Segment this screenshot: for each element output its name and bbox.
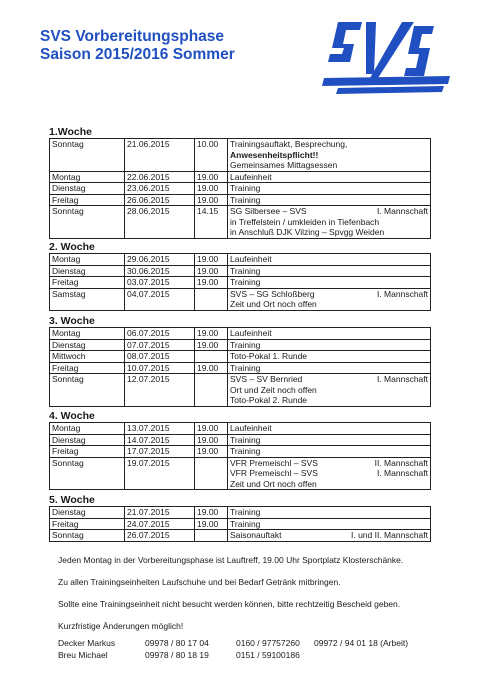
date-cell: 21.07.2015	[125, 507, 195, 519]
table-row	[50, 194, 431, 206]
day-cell: Freitag	[50, 518, 125, 530]
event-cell: Toto-Pokal 1. Runde	[228, 351, 431, 363]
day-cell: Montag	[50, 423, 125, 435]
event-cell: Laufeinheit	[228, 423, 431, 435]
table-row	[50, 374, 431, 407]
time-cell	[195, 351, 228, 363]
table-row	[50, 206, 431, 239]
time-cell: 19.00	[195, 423, 228, 435]
time-cell: 19.00	[195, 362, 228, 374]
event-line	[230, 374, 428, 385]
contact-row	[58, 649, 458, 661]
table-row	[50, 139, 431, 172]
event-line-bold: Anwesenheitspflicht!!	[230, 149, 319, 160]
day-cell: Sonntag	[50, 374, 125, 407]
svs-logo	[318, 18, 454, 98]
date-cell: 04.07.2015	[125, 288, 195, 310]
time-cell: 19.00	[195, 277, 228, 289]
contact-name: Decker Markus	[58, 638, 116, 648]
day-cell: Montag	[50, 328, 125, 340]
time-cell	[195, 457, 228, 490]
event-cell: Training	[228, 507, 431, 519]
date-cell: 21.06.2015	[125, 139, 195, 172]
table-row	[50, 507, 431, 519]
event-line	[230, 468, 428, 479]
event-line: in Treffelstein / umkleiden in Tiefenbach	[230, 216, 380, 227]
event-cell: Laufeinheit	[228, 328, 431, 340]
date-cell: 28.06.2015	[125, 206, 195, 239]
event-cell	[228, 288, 431, 310]
event-line: Gemeinsames Mittagsessen	[230, 160, 338, 170]
date-cell: 30.06.2015	[125, 265, 195, 277]
event-cell: Training	[228, 194, 431, 206]
table-row	[50, 457, 431, 490]
week-1-section	[49, 126, 431, 239]
week-5-table	[49, 506, 431, 542]
event-line: Zeit und Ort noch offen	[230, 478, 317, 489]
table-row	[50, 446, 431, 458]
time-cell: 19.00	[195, 194, 228, 206]
time-cell: 19.00	[195, 171, 228, 183]
note-text: Zu allen Trainingseinheiten Laufschuhe und bei Bedarf Getränk mitbringen.	[58, 577, 341, 587]
match-text: VFR Premeischl – SVS	[230, 468, 318, 478]
date-cell: 22.06.2015	[125, 171, 195, 183]
table-row	[50, 423, 431, 435]
date-cell: 07.07.2015	[125, 339, 195, 351]
date-cell: 26.07.2015	[125, 530, 195, 542]
time-cell: 14.15	[195, 206, 228, 239]
table-row	[50, 530, 431, 542]
document-header	[40, 28, 235, 64]
match-text: Saisonauftakt	[230, 530, 282, 540]
date-cell: 08.07.2015	[125, 351, 195, 363]
table-row	[50, 183, 431, 195]
event-cell	[228, 457, 431, 490]
day-cell: Dienstag	[50, 507, 125, 519]
event-line	[230, 458, 428, 469]
table-row	[50, 328, 431, 340]
week-title: 1.Woche	[49, 126, 92, 138]
day-cell: Montag	[50, 171, 125, 183]
team-label: I. Mannschaft	[376, 468, 428, 478]
week-4-table	[49, 422, 431, 490]
time-cell: 19.00	[195, 183, 228, 195]
title-line-2: Saison 2015/2016 Sommer	[40, 46, 235, 63]
week-5-section	[49, 494, 431, 542]
date-cell: 19.07.2015	[125, 457, 195, 490]
week-2-section	[49, 241, 431, 311]
table-row	[50, 288, 431, 310]
time-cell	[195, 288, 228, 310]
day-cell: Dienstag	[50, 434, 125, 446]
time-cell: 19.00	[195, 507, 228, 519]
table-row	[50, 362, 431, 374]
event-cell	[228, 374, 431, 407]
event-cell: Laufeinheit	[228, 254, 431, 266]
contact-row	[58, 637, 458, 649]
event-cell	[228, 530, 431, 542]
day-cell: Freitag	[50, 362, 125, 374]
team-label: II. Mannschaft	[374, 457, 428, 468]
date-cell: 17.07.2015	[125, 446, 195, 458]
contacts-section	[58, 637, 458, 661]
event-cell: Training	[228, 362, 431, 374]
event-line: Toto-Pokal 2. Runde	[230, 395, 308, 405]
note-text: Kurzfristige Änderungen möglich!	[58, 621, 184, 631]
day-cell: Samstag	[50, 288, 125, 310]
table-row	[50, 254, 431, 266]
event-cell: Laufeinheit	[228, 171, 431, 183]
event-cell: Training	[228, 518, 431, 530]
day-cell: Freitag	[50, 446, 125, 458]
match-text: SVS – SG Schloßberg	[230, 288, 315, 299]
event-cell: Training	[228, 183, 431, 195]
notes-section	[58, 555, 403, 643]
contact-name: Breu Michael	[58, 650, 108, 660]
week-3-table	[49, 327, 431, 407]
date-cell: 06.07.2015	[125, 328, 195, 340]
day-cell: Sonntag	[50, 206, 125, 239]
day-cell: Dienstag	[50, 265, 125, 277]
match-text: SVS – SV Bernried	[230, 374, 303, 384]
day-cell: Sonntag	[50, 530, 125, 542]
table-row	[50, 171, 431, 183]
time-cell: 19.00	[195, 265, 228, 277]
date-cell: 12.07.2015	[125, 374, 195, 407]
event-cell: Training	[228, 277, 431, 289]
time-cell: 19.00	[195, 328, 228, 340]
table-row	[50, 434, 431, 446]
day-cell: Sonntag	[50, 139, 125, 172]
week-title: 2. Woche	[49, 241, 95, 253]
day-cell: Dienstag	[50, 339, 125, 351]
week-4-section	[49, 410, 431, 490]
day-cell: Mittwoch	[50, 351, 125, 363]
event-cell: Training	[228, 434, 431, 446]
event-cell: Training	[228, 265, 431, 277]
contact-mobile: 0151 / 59100186	[236, 650, 300, 660]
contact-work-phone: 09972 / 94 01 18 (Arbeit)	[314, 638, 409, 648]
event-cell: Training	[228, 446, 431, 458]
day-cell: Freitag	[50, 277, 125, 289]
table-row	[50, 277, 431, 289]
time-cell: 10.00	[195, 139, 228, 172]
date-cell: 14.07.2015	[125, 434, 195, 446]
date-cell: 13.07.2015	[125, 423, 195, 435]
title-line-1: SVS Vorbereitungsphase	[40, 28, 225, 45]
day-cell: Sonntag	[50, 457, 125, 490]
date-cell: 26.06.2015	[125, 194, 195, 206]
time-cell	[195, 374, 228, 407]
date-cell: 24.07.2015	[125, 518, 195, 530]
day-cell: Freitag	[50, 194, 125, 206]
event-line: Ort und Zeit noch offen	[230, 384, 317, 395]
event-line: in Anschluß DJK Vilzing – Spvgg Weiden	[230, 227, 385, 237]
event-cell	[228, 206, 431, 239]
contact-phone: 09978 / 80 18 19	[145, 650, 209, 660]
week-2-table	[49, 253, 431, 311]
event-line: Trainingsauftakt, Besprechung,	[230, 139, 348, 149]
date-cell: 03.07.2015	[125, 277, 195, 289]
event-line	[230, 206, 428, 217]
team-label: I. Mannschaft	[376, 374, 428, 384]
note-text: Sollte eine Trainingseinheit nicht besucht werden können, bitte rechtzeitig Bescheid geben.	[58, 599, 401, 609]
team-label: I. Mannschaft	[376, 288, 428, 299]
event-line	[230, 289, 428, 300]
event-line: Zeit und Ort noch offen	[230, 299, 317, 309]
contact-mobile: 0160 / 97757260	[236, 638, 300, 648]
table-row	[50, 518, 431, 530]
week-title: 4. Woche	[49, 410, 95, 422]
table-row	[50, 351, 431, 363]
date-cell: 10.07.2015	[125, 362, 195, 374]
week-3-section	[49, 315, 431, 407]
contact-phone: 09978 / 80 17 04	[145, 638, 209, 648]
day-cell: Montag	[50, 254, 125, 266]
date-cell: 23.06.2015	[125, 183, 195, 195]
event-line	[230, 530, 428, 541]
time-cell: 19.00	[195, 254, 228, 266]
date-cell: 29.06.2015	[125, 254, 195, 266]
table-row	[50, 339, 431, 351]
time-cell: 19.00	[195, 434, 228, 446]
time-cell: 19.00	[195, 339, 228, 351]
week-title: 5. Woche	[49, 494, 95, 506]
event-cell	[228, 139, 431, 172]
match-text: VFR Premeischl – SVS	[230, 457, 318, 468]
week-title: 3. Woche	[49, 315, 95, 327]
day-cell: Dienstag	[50, 183, 125, 195]
table-row	[50, 265, 431, 277]
time-cell: 19.00	[195, 446, 228, 458]
week-1-table	[49, 138, 431, 239]
event-cell: Training	[228, 339, 431, 351]
match-text: SG Silbersee – SVS	[230, 206, 307, 216]
time-cell	[195, 530, 228, 542]
team-label: I. Mannschaft	[376, 206, 428, 216]
time-cell: 19.00	[195, 518, 228, 530]
note-text: Jeden Montag in der Vorbereitungsphase ist Lauftreff, 19.00 Uhr Sportplatz Klosterschänke.	[58, 555, 404, 565]
team-label: I. und II. Mannschaft	[350, 530, 428, 540]
